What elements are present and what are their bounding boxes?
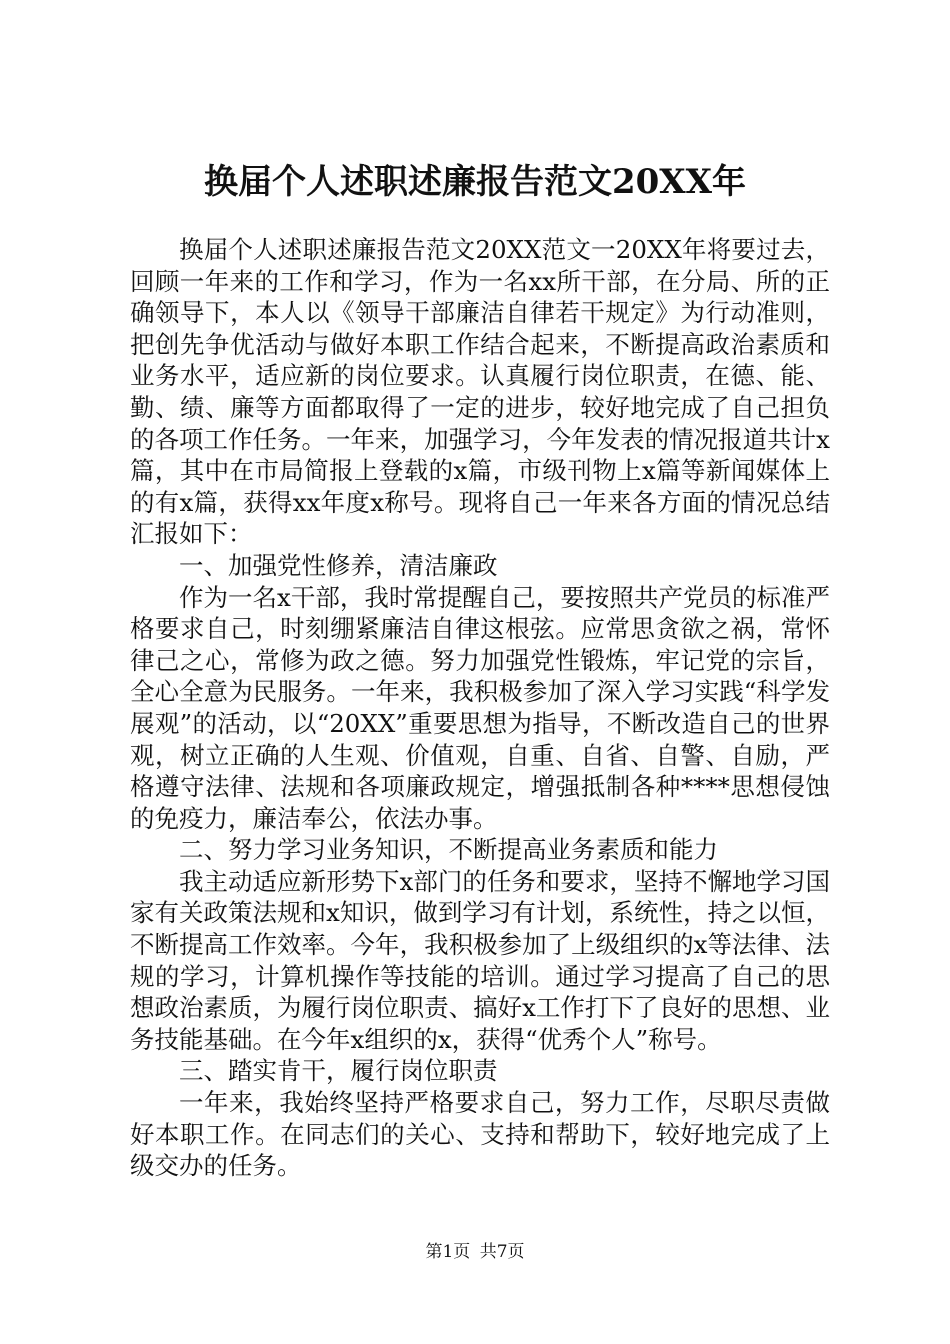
- section-heading-1: 一、加强党性修养，清洁廉政: [179, 550, 498, 580]
- section-paragraph-2: 我主动适应新形势下x部门的任务和要求，坚持不懈地学习国家有关政策法规和x知识，做到学习有计划，系统性，持之以恒，不断提高工作效率。今年，我积极参加了上级组织的x等法律、法规的学习，计算机操作等技能的培训。通过学习提高了自己的思想政治素质，为履行岗位职责、搞好x工作打下了良好的思想、业务技能基础。在今年x组织的x，获得“优秀个人”称号。: [130, 866, 830, 1054]
- page-total: 共7页: [479, 1242, 525, 1262]
- page-footer: [0, 1240, 950, 1264]
- intro-paragraph: 换届个人述职述廉报告范文20XX范文一20XX年将要过去，回顾一年来的工作和学习，作为一名xx所干部，在分局、所的正确领导下，本人以《领导干部廉洁自律若干规定》为行动准则，把创先争优活动与做好本职工作结合起来，不断提高政治素质和业务水平，适应新的岗位要求。认真履行岗位职责，在德、能、勤、绩、廉等方面都取得了一定的进步，较好地完成了自己担负的各项工作任务。一年来，加强学习，今年发表的情况报道共计x篇，其中在市局简报上登载的x篇，市级刊物上x篇等新闻媒体上的有x篇，获得xx年度x称号。现将自己一年来各方面的情况总结汇报如下：: [130, 235, 830, 549]
- document-body: [130, 234, 830, 1182]
- section-paragraph-1: 作为一名x干部，我时常提醒自己，要按照共产党员的标准严格要求自己，时刻绷紧廉洁自律这根弦。应常思贪欲之祸，常怀律己之心，常修为政之德。努力加强党性锻炼，牢记党的宗旨，全心全意为民服务。一年来，我积极参加了深入学习实践“科学发展观”的活动，以“20XX”重要思想为指导，不断改造自己的世界观，树立正确的人生观、价值观，自重、自省、自警、自励，严格遵守法律、法规和各项廉政规定，增强抵制各种****思想侵蚀的免疫力，廉洁奉公，依法办事。: [130, 582, 830, 833]
- section-paragraph-3: 一年来，我始终坚持严格要求自己，努力工作，尽职尽责做好本职工作。在同志们的关心、支持和帮助下，较好地完成了上级交办的任务。: [130, 1088, 830, 1181]
- page-number: 第1页: [425, 1242, 471, 1262]
- section-heading-2: 二、努力学习业务知识，不断提高业务素质和能力: [179, 835, 718, 865]
- section-heading-3: 三、踏实肯干，履行岗位职责: [179, 1056, 498, 1086]
- document-title: 换届个人述职述廉报告范文20XX年: [203, 162, 747, 202]
